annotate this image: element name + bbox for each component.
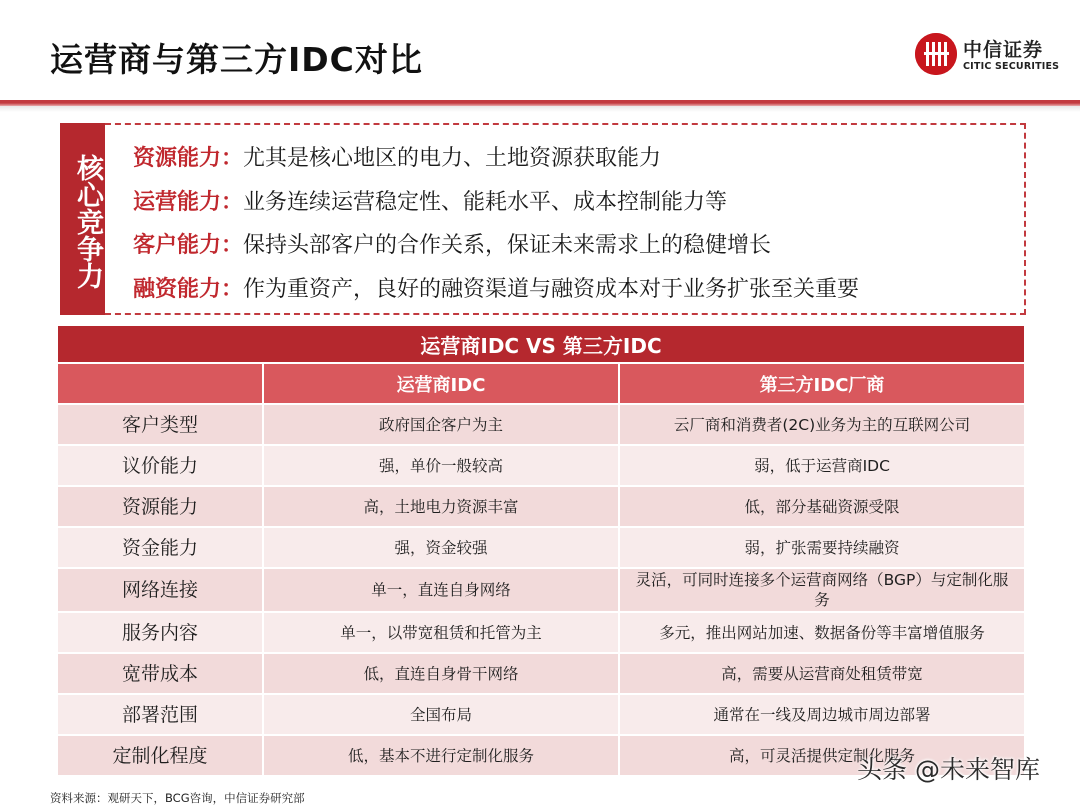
row-dimension: 资源能力 bbox=[58, 487, 264, 528]
table-header-row bbox=[58, 364, 1024, 405]
row-carrier-cell: 政府国企客户为主 bbox=[264, 405, 620, 446]
table-row bbox=[58, 654, 1024, 695]
core-item-colon: ： bbox=[221, 276, 244, 302]
core-item bbox=[133, 228, 859, 272]
citic-emblem-icon bbox=[915, 33, 957, 75]
row-third-party-cell: 高，可灵活提供定制化服务 bbox=[620, 736, 1024, 777]
row-carrier-cell: 强，单价一般较高 bbox=[264, 446, 620, 487]
core-item-value: 尤其是核心地区的电力、土地资源获取能力 bbox=[243, 146, 662, 171]
table-row bbox=[58, 569, 1024, 613]
core-item-value: 保持头部客户的合作关系，保证未来需求上的稳健增长 bbox=[243, 233, 772, 258]
row-carrier-cell: 低，基本不进行定制化服务 bbox=[264, 736, 620, 777]
row-third-party-cell: 云厂商和消费者(2C)业务为主的互联网公司 bbox=[620, 405, 1024, 446]
page-title: 运营商与第三方IDC对比 bbox=[50, 40, 423, 79]
row-carrier-cell: 高，土地电力资源丰富 bbox=[264, 487, 620, 528]
table-row bbox=[58, 695, 1024, 736]
core-item bbox=[133, 185, 859, 229]
core-item-value: 作为重资产，良好的融资渠道与融资成本对于业务扩张至关重要 bbox=[243, 276, 860, 302]
core-item-key: 客户能力 bbox=[133, 233, 222, 258]
table-row bbox=[58, 446, 1024, 487]
logo-chinese-name: 中信证券 bbox=[963, 39, 1044, 61]
row-third-party-cell: 高，需要从运营商处租赁带宽 bbox=[620, 654, 1024, 695]
row-carrier-cell: 低，直连自身骨干网络 bbox=[264, 654, 620, 695]
row-dimension: 议价能力 bbox=[58, 446, 264, 487]
row-carrier-cell: 单一，直连自身网络 bbox=[264, 569, 620, 613]
row-third-party-cell: 弱，扩张需要持续融资 bbox=[620, 528, 1024, 569]
table-title: 运营商IDC VS 第三方IDC bbox=[58, 326, 1024, 364]
row-third-party-cell: 灵活，可同时连接多个运营商网络（BGP）与定制化服务 bbox=[620, 569, 1024, 613]
core-items-list bbox=[133, 141, 859, 315]
core-label-text: 核心竞争力 bbox=[72, 154, 103, 289]
row-third-party-cell: 通常在一线及周边城市周边部署 bbox=[620, 695, 1024, 736]
row-dimension: 服务内容 bbox=[58, 613, 264, 654]
core-item-colon: ： bbox=[221, 189, 244, 215]
table-row bbox=[58, 487, 1024, 528]
row-third-party-cell: 多元，推出网站加速、数据备份等丰富增值服务 bbox=[620, 613, 1024, 654]
core-item-key: 运营能力 bbox=[133, 189, 222, 215]
core-item-key: 资源能力 bbox=[133, 146, 222, 171]
core-item bbox=[133, 272, 859, 316]
comparison-table bbox=[58, 326, 1024, 777]
header-shadow bbox=[0, 106, 1080, 112]
watermark bbox=[855, 740, 1055, 788]
core-item-colon: ： bbox=[221, 233, 244, 258]
row-carrier-cell: 强，资金较强 bbox=[264, 528, 620, 569]
row-dimension: 资金能力 bbox=[58, 528, 264, 569]
row-dimension: 部署范围 bbox=[58, 695, 264, 736]
header-cell-carrier: 运营商IDC bbox=[264, 364, 620, 405]
core-item-colon: ： bbox=[221, 146, 244, 171]
row-dimension: 宽带成本 bbox=[58, 654, 264, 695]
core-label-block bbox=[60, 123, 105, 315]
table-row bbox=[58, 613, 1024, 654]
header-cell-third-party: 第三方IDC厂商 bbox=[620, 364, 1024, 405]
row-third-party-cell: 弱，低于运营商IDC bbox=[620, 446, 1024, 487]
table-row bbox=[58, 528, 1024, 569]
row-dimension: 网络连接 bbox=[58, 569, 264, 613]
table-row bbox=[58, 405, 1024, 446]
core-item bbox=[133, 141, 859, 185]
row-carrier-cell: 单一，以带宽租赁和托管为主 bbox=[264, 613, 620, 654]
source-note: 资料来源：观研天下，BCG咨询，中信证券研究部 bbox=[50, 791, 305, 805]
row-dimension: 定制化程度 bbox=[58, 736, 264, 777]
row-carrier-cell: 全国布局 bbox=[264, 695, 620, 736]
slide-header bbox=[0, 0, 1080, 104]
citic-logo bbox=[915, 33, 1065, 77]
row-dimension: 客户类型 bbox=[58, 405, 264, 446]
header-cell-dimension bbox=[58, 364, 264, 405]
watermark-text: 头条 @未来智库 bbox=[857, 755, 1040, 784]
logo-english-name: CITIC SECURITIES bbox=[963, 61, 1060, 72]
core-item-value: 业务连续运营稳定性、能耗水平、成本控制能力等 bbox=[243, 189, 728, 215]
core-item-key: 融资能力 bbox=[133, 276, 222, 302]
row-third-party-cell: 低，部分基础资源受限 bbox=[620, 487, 1024, 528]
